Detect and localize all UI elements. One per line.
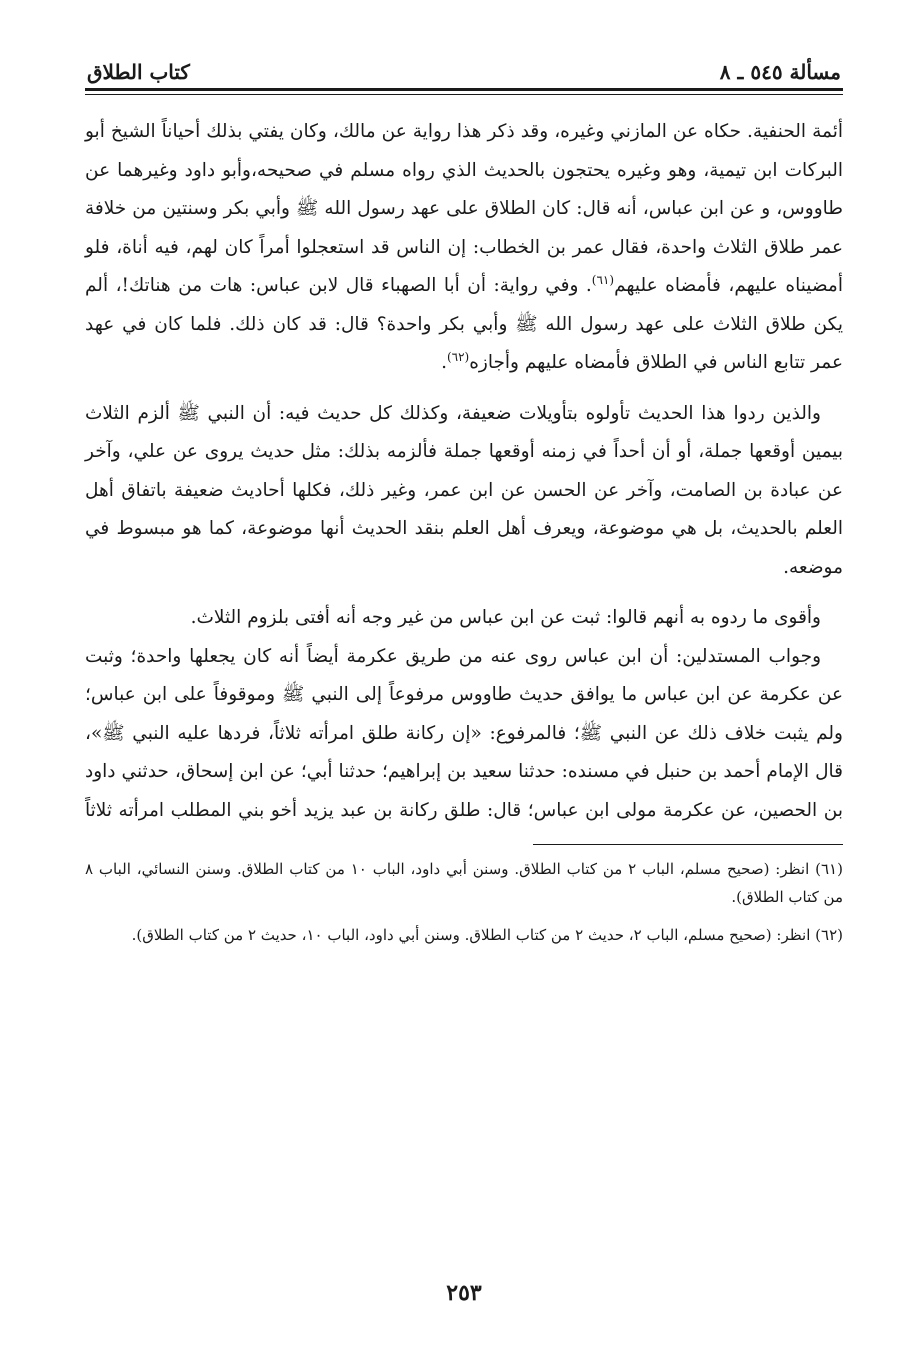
running-header <box>85 50 843 86</box>
header-rule-thin <box>85 94 843 95</box>
book-title: كتاب الطلاق <box>87 60 190 84</box>
footnote-ref-62: (٦٢) <box>446 349 470 364</box>
footnote-text: انظر: (صحيح مسلم، الباب ٢، حديث ٢ من كتاب الطلاق. وسنن أبي داود، الباب ١٠، حديث ٢ من كتاب الطلاق). <box>131 926 811 944</box>
paragraph-1-part-b: . وفي رواية: أن أبا الصهباء قال لابن عباس: هات من هناتك!، ألم يكن طلاق الثلاث على عهد رسول الله ﷺ وأبي بكر واحدة؟ قال: قد كان ذلك. فلما كان في عهد عمر تتابع الناس في الطلاق فأمضاه عليهم وأجازه <box>85 275 843 373</box>
paragraph-1-part-c: . <box>441 352 447 373</box>
header-rule-thick <box>85 88 843 91</box>
footnote-separator <box>533 844 843 845</box>
paragraph-3: وأقوى ما ردوه به أنهم قالوا: ثبت عن ابن عباس من غير وجه أنه أفتى بلزوم الثلاث. <box>190 607 821 628</box>
footnote-number: (٦٢) <box>815 926 843 944</box>
footnotes <box>85 855 843 949</box>
footnote-number: (٦١) <box>815 860 843 878</box>
footnote-62 <box>85 921 843 949</box>
paragraph-4: وجواب المستدلين: أن ابن عباس روى عنه من طريق عكرمة أيضاً أنه كان يجعلها واحدة؛ وثبت عن عكرمة عن ابن عباس ما يوافق حديث طاووس مرفوعاً إلى النبي ﷺ وموقوفاً على ابن عباس؛ ولم يثبت خلاف ذلك عن النبي ﷺ؛ فالمرفوع: «إن ركانة طلق امرأته ثلاثاً، فردها عليه النبي ﷺ»، قال الإمام أحمد بن حنبل في مسنده: حدثنا سعيد بن إبراهيم؛ حدثنا أبي؛ عن ابن إسحاق، حدثني داود بن الحصين، عن عكرمة مولى ابن عباس؛ قال: طلق ركانة بن عبد يزيد أخو بني المطلب امرأته ثلاثاً <box>85 645 843 821</box>
footnote-61 <box>85 855 843 911</box>
paragraph-2: والذين ردوا هذا الحديث تأولوه بتأويلات ضعيفة، وكذلك كل حديث فيه: أن النبي ﷺ ألزم الثلاث بيمين أوقعها جملة، أو أن أحداً في زمنه أوقعها جملة فألزمه بذلك: مثل حديث يروى عن علي، وآخر عن عبادة بن الصامت، وآخر عن الحسن عن ابن عمر، وغير ذلك، فكلها أحاديث ضعيفة باتفاق أهل العلم بالحديث، بل هي موضوعة، ويعرف أهل العلم بنقد الحديث أنها موضوعة، كما هو مبسوط في موضعه. <box>85 402 843 578</box>
paragraph-1 <box>85 113 843 383</box>
footnote-ref-61: (٦١) <box>591 272 615 287</box>
footnote-text: انظر: (صحيح مسلم، الباب ٢ من كتاب الطلاق. وسنن أبي داود، الباب ١٠ من كتاب الطلاق. وسنن النسائي، الباب ٨ من كتاب الطلاق). <box>85 860 843 906</box>
paragraph-1-part-a: أئمة الحنفية. حكاه عن المازني وغيره، وقد ذكر هذا رواية عن مالك، وكان يفتي بذلك أحياناً الشيخ أبو البركات ابن تيمية، وهو وغيره يحتجون بالحديث الذي رواه مسلم في صحيحه،وأبو داود وغيرهما عن طاووس، و عن ابن عباس، أنه قال: كان الطلاق على عهد رسول الله ﷺ وأبي بكر وسنتين من خلافة عمر طلاق الثلاث واحدة، فقال عمر بن الخطاب: إن الناس قد استعجلوا أمراً كان لهم، فيه أناة، فلو أمضيناه عليهم، فأمضاه عليهم <box>85 121 843 296</box>
page-number: ٢٥٣ <box>446 1280 482 1306</box>
body-text <box>85 113 843 830</box>
issue-number: مسألة ٥٤٥ ـ ٨ <box>719 60 841 84</box>
book-page <box>85 50 843 1330</box>
